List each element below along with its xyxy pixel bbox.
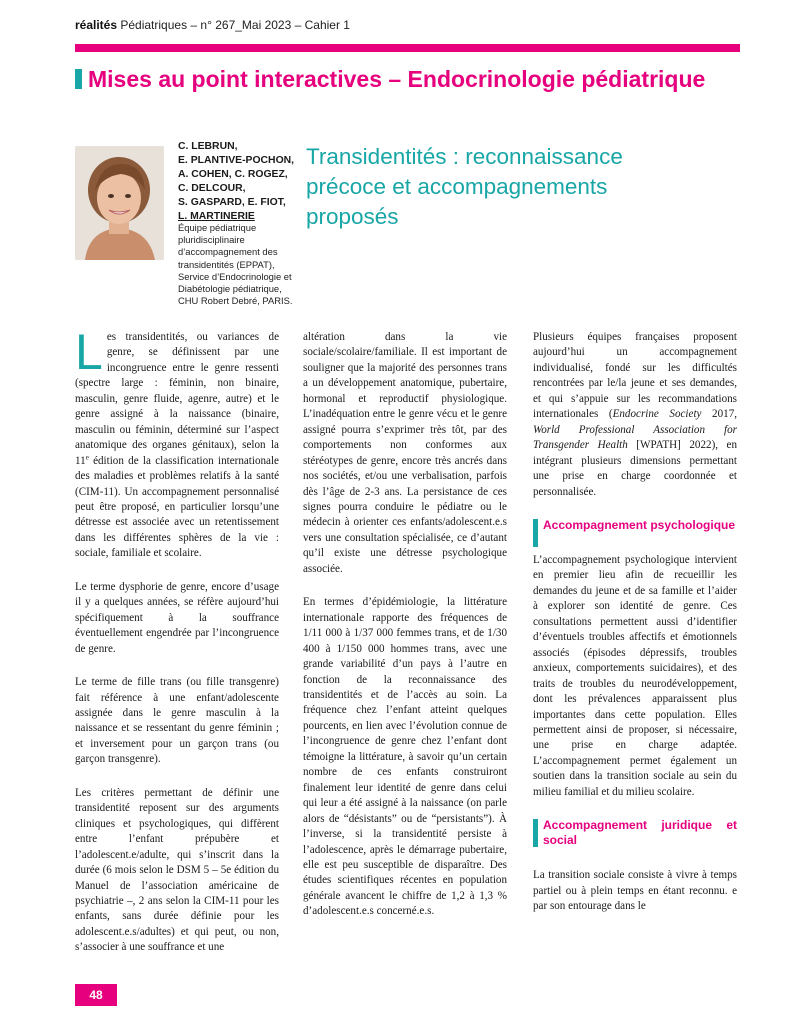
paragraph: En termes d’épidémiologie, la littérature internationale rapporte des fréquences de 1/11 000 à 1/37 000 femmes trans, et de 1/30 400 à 1/150 000 hommes trans, avec une grande variabilité d’un pays à l’autre en fonction de la reconnaissance des transidentités et de l’accès au soin. La fréquence chez l’enfant atteint quelques pourcents, en lien avec l’évolution connue de l’incongruence de genre chez l’enfant dont témoigne la littérature, à savoir qu’un certain nombre de ces enfants construiront finalement leur identité de genre dans celui qui leur a été assigné à la naissance (on parle alors de “désistants” ou de “persistants”). À l’inverse, si la transidentité persiste à l’adolescence, après le démarrage pubertaire, elle est peu susceptible de disparaître. Des études scientifiques récentes en population générale avancent le chiffre de 1,2 à 1,3 % d’adolescent.e.s concerné.e.s.	[303, 596, 507, 918]
journal-brand: réalités	[75, 18, 118, 32]
author-photo	[75, 146, 164, 260]
running-header	[75, 18, 350, 32]
drop-cap: L	[75, 324, 103, 380]
author-line: A. COHEN, C. ROGEZ,	[178, 169, 288, 180]
author-line: S. GASPARD, E. FIOT,	[178, 197, 286, 208]
section-title	[75, 66, 705, 93]
header-rule	[75, 44, 740, 52]
affiliation-team: Équipe pédiatrique pluridisciplinaire d’accompagnement des transidentités (EPPAT),	[178, 222, 278, 270]
subheading-legal-social-support: Accompagnement juridique et social	[533, 818, 737, 848]
paragraph: Le terme dysphorie de genre, encore d’usage il y a quelques années, se réfère aujourd’hui spécifiquement à la souffrance éventuellement engendrée par l’incongruence de genre.	[75, 580, 279, 655]
author-line: C. DELCOUR,	[178, 183, 246, 194]
author-portrait-image	[75, 146, 164, 260]
article-title: Transidentités : reconnaissance précoce et accompagnements proposés	[306, 144, 623, 229]
affiliation-service: Service d’Endocrinologie et Diabétologie pédiatrique,	[178, 270, 292, 295]
section-marker	[75, 69, 82, 89]
page-number: 48	[75, 984, 117, 1006]
paragraph: Plusieurs équipes françaises proposent aujourd’hui un accompagnement individualisé, fondé sur les difficultés rencontrées par le/la jeune et ses demandes, et qui s’appuie sur les recommandations internationales (Endocrine Society 2017, World Professional Association for Transgender Health [WPATH] 2022), en intégrant plusieurs dimensions permettant une prise en charge coordonnée et personnalisée.	[533, 331, 738, 498]
subheading-psychological-support: Accompagnement psychologique	[533, 518, 737, 533]
author-line-underlined: L. MARTINERIE	[178, 211, 255, 222]
author-affiliation	[178, 222, 296, 307]
text-column-2	[303, 330, 507, 938]
paragraph: Les critères permettant de définir une transidentité reposent sur des arguments cliniques et psychologiques, qui diffèrent entre l’enfant prépubère et l’adolescent.e/adulte, qui s’inscrit dans la durée (6 mois selon le DSM 5 – 5e édition du Manuel de l’association américaine de psychiatrie –, 2 ans selon la CIM-11 pour les enfants, sans durée définie pour les adolescent.e.s/adultes) et qui peut, ou non, s’associer à une souffrance et une	[75, 786, 279, 954]
paragraph: altération dans la vie sociale/scolaire/familiale. Il est important de souligner que la majorité des personnes trans a un développement anatomique, pubertaire, hormonal et reproductif physiologique. L’inadéquation entre le genre vécu et le genre assigné pourra s’exprimer très tôt, par des comportements non conformes aux stéréotypes de genre, encore très ancrés dans nos sociétés, et/ou une verbalisation, parfois dès l’âge de 2-3 ans. La persistance de ces signes pourra conduire le pédiatre ou le médecin à orienter ces enfants/adolescent.e.s vers une consultation spécialisée, ce d’autant qu’il existe une détresse psychologique associée.	[303, 331, 507, 575]
paragraph: Le terme de fille trans (ou fille transgenre) fait référence à une enfant/adolescente assignée dans le genre masculin à la naissance et se ressentant du genre féminin ; et inversement pour un garçon trans (ou garçon transgenre).	[75, 676, 279, 766]
text-column-3	[533, 330, 737, 933]
paragraph: La transition sociale consiste à vivre à temps partiel ou à plein temps en étant reconnu. e par son entourage dans le	[533, 869, 737, 913]
author-list	[178, 140, 296, 224]
paragraph: Les transidentités, ou variances de genre, se définissent par une incongruence entre le genre ressenti (spectre large : féminin, non binaire, masculin, genre fluide, agenre, autre) et le genre assigné à la naissance (binaire, masculin ou féminin, déterminé sur l’aspect anatomique des organes génitaux), selon la 11e édition de la classification internationale des maladies et problèmes relatifs à la santé (CIM-11). Un accompagnement personnalisé peut être proposé, en particulier lorsqu’une détresse est associée avec un retentissement dans les différentes sphères de la vie : sociale, familiale et scolaire.	[75, 324, 279, 560]
author-line: C. LEBRUN,	[178, 141, 238, 152]
issue-info: Pédiatriques – n° 267_Mai 2023 – Cahier 1	[117, 18, 350, 32]
affiliation-hospital: CHU Robert Debré, PARIS.	[178, 295, 293, 307]
author-line: E. PLANTIVE-POCHON,	[178, 155, 295, 166]
text-column-1	[75, 324, 279, 974]
section-title-text: Mises au point interactives – Endocrinologie pédiatrique	[88, 66, 706, 92]
paragraph: L’accompagnement psychologique intervient en premier lieu afin de recueillir les demandes du jeune et de sa famille et l’aider à explorer son identité de genre. Ces consultations permettent aussi d’identifier d’éventuels troubles affectifs et émotionnels associés (épisodes dépressifs, troubles anxieux, comportements suicidaires), et des traits de troubles du neurodéveloppement, dont les prévalences apparaissent plus importantes dans cette population. Elles permettent ainsi de proposer, si nécessaire, une prise en charge adaptée. L’accompagnement permet également un soutien dans la transition sociale au sein du milieu familial et du milieu scolaire.	[533, 553, 737, 798]
